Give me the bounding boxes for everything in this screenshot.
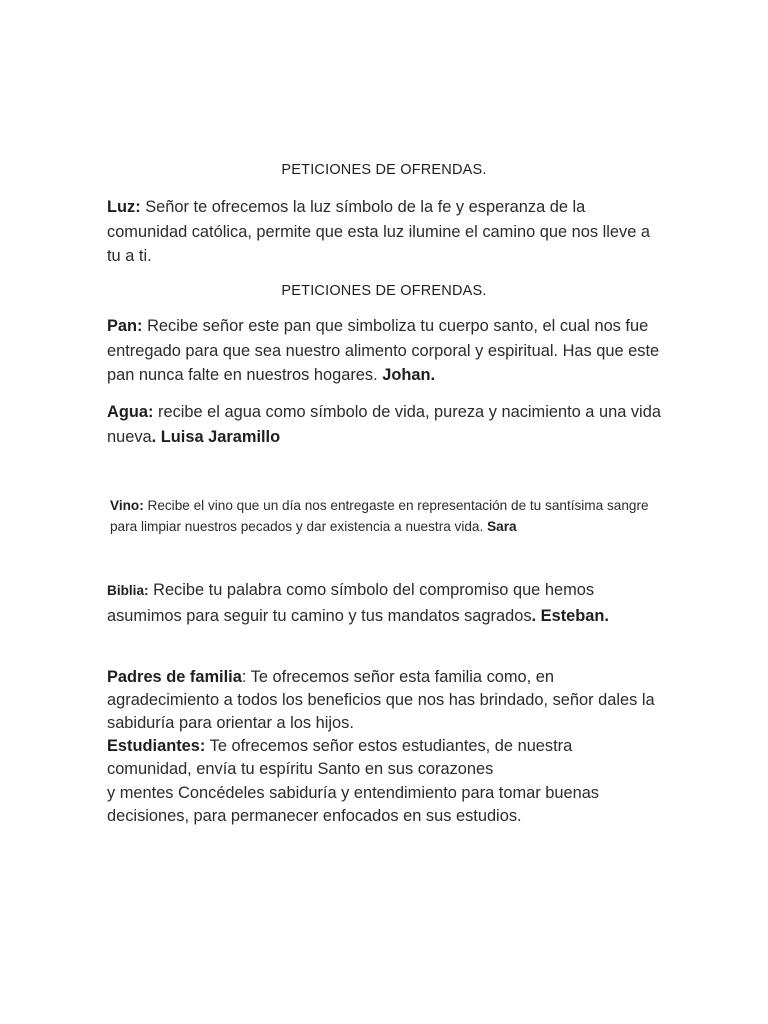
signature-biblia: . Esteban. xyxy=(531,606,609,625)
offering-luz xyxy=(107,195,667,269)
offering-text-estudiantes-2: y mentes Concédeles sabiduría y entendimiento para tomar buenas decisiones, para permanecer enfocados en sus estudios. xyxy=(107,784,600,826)
offering-text-padres: : Te ofrecemos señor esta familia como, en agradecimiento a todos los beneficios que nos has brindado, señor dales la sabiduría para orientar a los hijos. xyxy=(107,668,655,733)
offering-text-vino: Recibe el vino que un día nos entregaste en representación de tu santísima sangre para limpiar nuestros pecados y dar existencia a nuestra vida. xyxy=(110,498,649,534)
signature-vino: Sara xyxy=(487,519,517,534)
offering-estudiantes-continued xyxy=(107,782,627,828)
offering-label-pan: Pan: xyxy=(107,317,143,335)
offering-label-estudiantes: Estudiantes: xyxy=(107,737,206,755)
offering-biblia xyxy=(107,578,627,628)
offering-label-luz: Luz: xyxy=(107,198,141,216)
offering-estudiantes xyxy=(107,735,577,781)
offering-label-padres: Padres de familia xyxy=(107,668,242,686)
offering-text-pan: Recibe señor este pan que simboliza tu cuerpo santo, el cual nos fue entregado para que sea nuestro alimento corporal y espiritual. Has que este pan nunca falte en nuestros hogares. xyxy=(107,317,660,385)
offering-text-estudiantes-1: Te ofrecemos señor estos estudiantes, de nuestra comunidad, envía tu espíritu Santo en sus corazones xyxy=(107,737,573,779)
offering-agua xyxy=(107,400,667,449)
offering-pan xyxy=(107,314,667,388)
offering-vino xyxy=(110,495,670,537)
offering-text-agua: recibe el agua como símbolo de vida, pureza y nacimiento a una vida nueva xyxy=(107,403,661,446)
offering-label-agua: Agua: xyxy=(107,403,154,421)
page-title: PETICIONES DE OFRENDAS. xyxy=(281,162,487,178)
offering-text-luz: Señor te ofrecemos la luz símbolo de la fe y esperanza de la comunidad católica, permite que esta luz ilumine el camino que nos lleve a tu a ti. xyxy=(107,198,651,266)
offering-text-biblia: Recibe tu palabra como símbolo del compromiso que hemos asumimos para seguir tu camino y tus mandatos sagrados xyxy=(107,581,595,625)
signature-pan: Johan. xyxy=(382,366,436,385)
offering-label-vino: Vino: xyxy=(110,498,144,513)
offering-padres xyxy=(107,666,657,736)
section-title: PETICIONES DE OFRENDAS. xyxy=(281,283,487,299)
offering-label-biblia: Biblia: xyxy=(107,583,149,598)
signature-agua: . Luisa Jaramillo xyxy=(151,427,281,446)
